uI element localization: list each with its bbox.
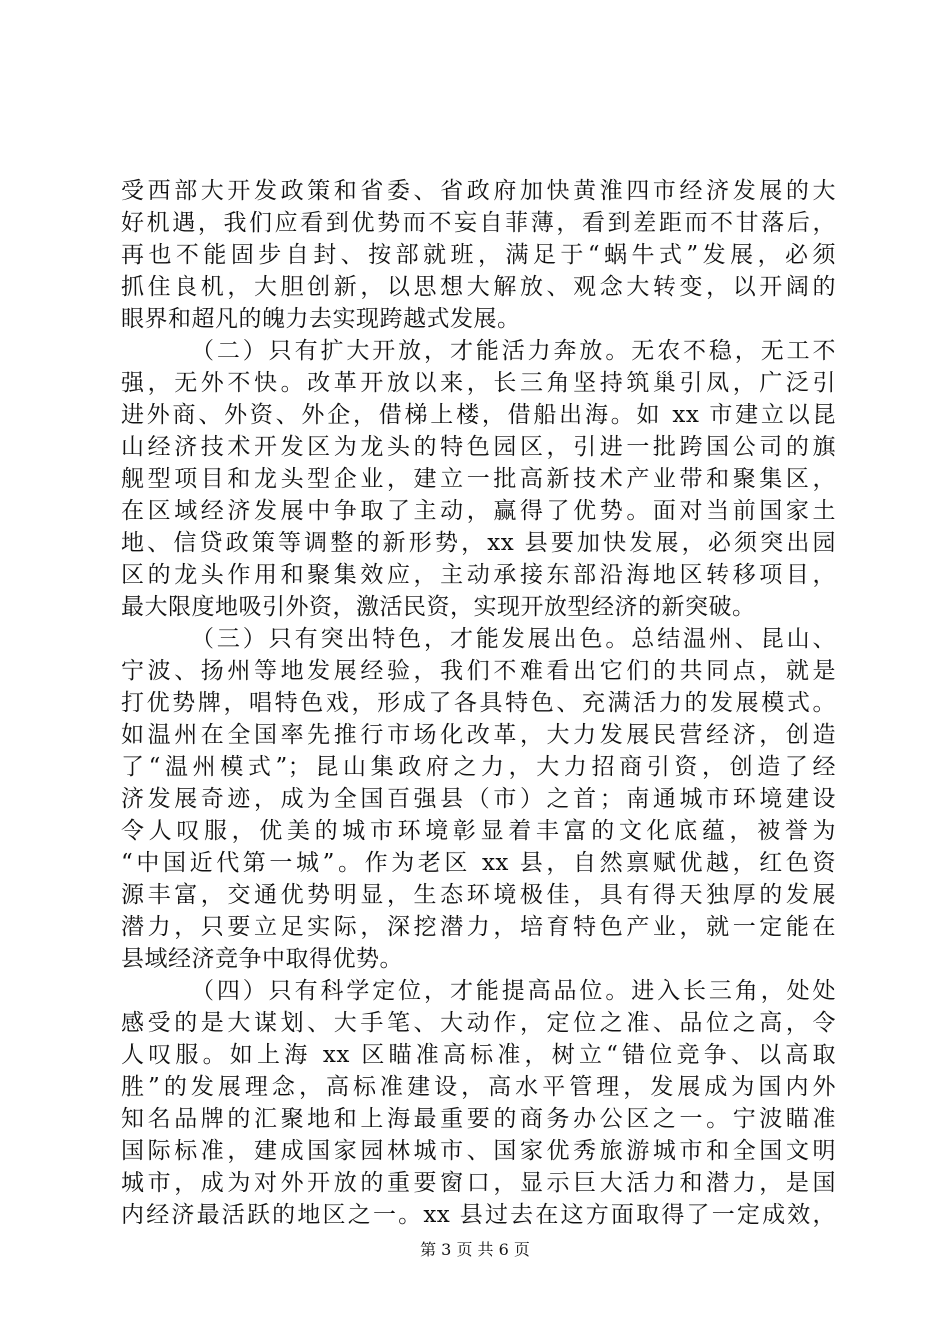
text-line: “中国近代第一城”。作为老区 xx 县，自然禀赋优越，红色资 xyxy=(121,850,836,876)
paragraph-start-line: （四）只有科学定位，才能提高品位。进入长三角，处处 xyxy=(191,978,836,1004)
text-line: 了“温州模式”；昆山集政府之力，大力招商引资，创造了经 xyxy=(121,754,836,780)
text-line: 打优势牌，唱特色戏，形成了各具特色、充满活力的发展模式。 xyxy=(121,690,836,716)
text-line: 舰型项目和龙头型企业，建立一批高新技术产业带和聚集区， xyxy=(121,466,836,492)
text-line: 如温州在全国率先推行市场化改革，大力发展民营经济，创造 xyxy=(121,722,836,748)
text-line: 地、信贷政策等调整的新形势，xx 县要加快发展，必须突出园 xyxy=(121,530,836,556)
text-line: 源丰富，交通优势明显，生态环境极佳，具有得天独厚的发展 xyxy=(121,882,836,908)
text-line: 区的龙头作用和聚集效应，主动承接东部沿海地区转移项目， xyxy=(121,562,836,588)
text-line: 知名品牌的汇聚地和上海最重要的商务办公区之一。宁波瞄准 xyxy=(121,1106,836,1132)
text-line: 潜力，只要立足实际，深挖潜力，培育特色产业，就一定能在 xyxy=(121,914,836,940)
text-line: 强，无外不快。改革开放以来，长三角坚持筑巢引凤，广泛引 xyxy=(121,370,836,396)
text-line: 县域经济竞争中取得优势。 xyxy=(121,946,403,972)
text-line: 山经济技术开发区为龙头的特色园区，引进一批跨国公司的旗 xyxy=(121,434,836,460)
text-line: 人叹服。如上海 xx 区瞄准高标准，树立“错位竞争、以高取 xyxy=(121,1042,836,1068)
text-line: 济发展奇迹，成为全国百强县（市）之首；南通城市环境建设 xyxy=(121,786,836,812)
text-line: 宁波、扬州等地发展经验，我们不难看出它们的共同点，就是 xyxy=(121,658,836,684)
document-body xyxy=(121,175,836,1231)
text-line: 令人叹服，优美的城市环境彰显着丰富的文化底蕴，被誉为 xyxy=(121,818,836,844)
paragraph-start-line: （二）只有扩大开放，才能活力奔放。无农不稳，无工不 xyxy=(191,338,836,364)
page-number-footer: 第 3 页 共 6 页 xyxy=(420,1240,530,1259)
text-line: 好机遇，我们应看到优势而不妄自菲薄，看到差距而不甘落后， xyxy=(121,210,836,236)
text-line: 进外商、外资、外企，借梯上楼，借船出海。如 xx 市建立以昆 xyxy=(121,402,836,428)
text-line: 感受的是大谋划、大手笔、大动作，定位之准、品位之高，令 xyxy=(121,1010,836,1036)
text-line: 抓住良机，大胆创新，以思想大解放、观念大转变，以开阔的 xyxy=(121,274,836,300)
text-line: 最大限度地吸引外资，激活民资，实现开放型经济的新突破。 xyxy=(121,594,756,620)
text-line: 内经济最活跃的地区之一。xx 县过去在这方面取得了一定成效， xyxy=(121,1202,836,1228)
text-line: 在区域经济发展中争取了主动，赢得了优势。面对当前国家土 xyxy=(121,498,836,524)
paragraph-start-line: （三）只有突出特色，才能发展出色。总结温州、昆山、 xyxy=(191,626,836,652)
text-line: 城市，成为对外开放的重要窗口，显示巨大活力和潜力，是国 xyxy=(121,1170,836,1196)
text-line: 眼界和超凡的魄力去实现跨越式发展。 xyxy=(121,306,521,332)
text-line: 受西部大开发政策和省委、省政府加快黄淮四市经济发展的大 xyxy=(121,178,836,204)
text-line: 再也不能固步自封、按部就班，满足于“蜗牛式”发展，必须 xyxy=(121,242,836,268)
text-line: 胜”的发展理念，高标准建设，高水平管理，发展成为国内外 xyxy=(121,1074,836,1100)
text-line: 国际标准，建成国家园林城市、国家优秀旅游城市和全国文明 xyxy=(121,1138,836,1164)
